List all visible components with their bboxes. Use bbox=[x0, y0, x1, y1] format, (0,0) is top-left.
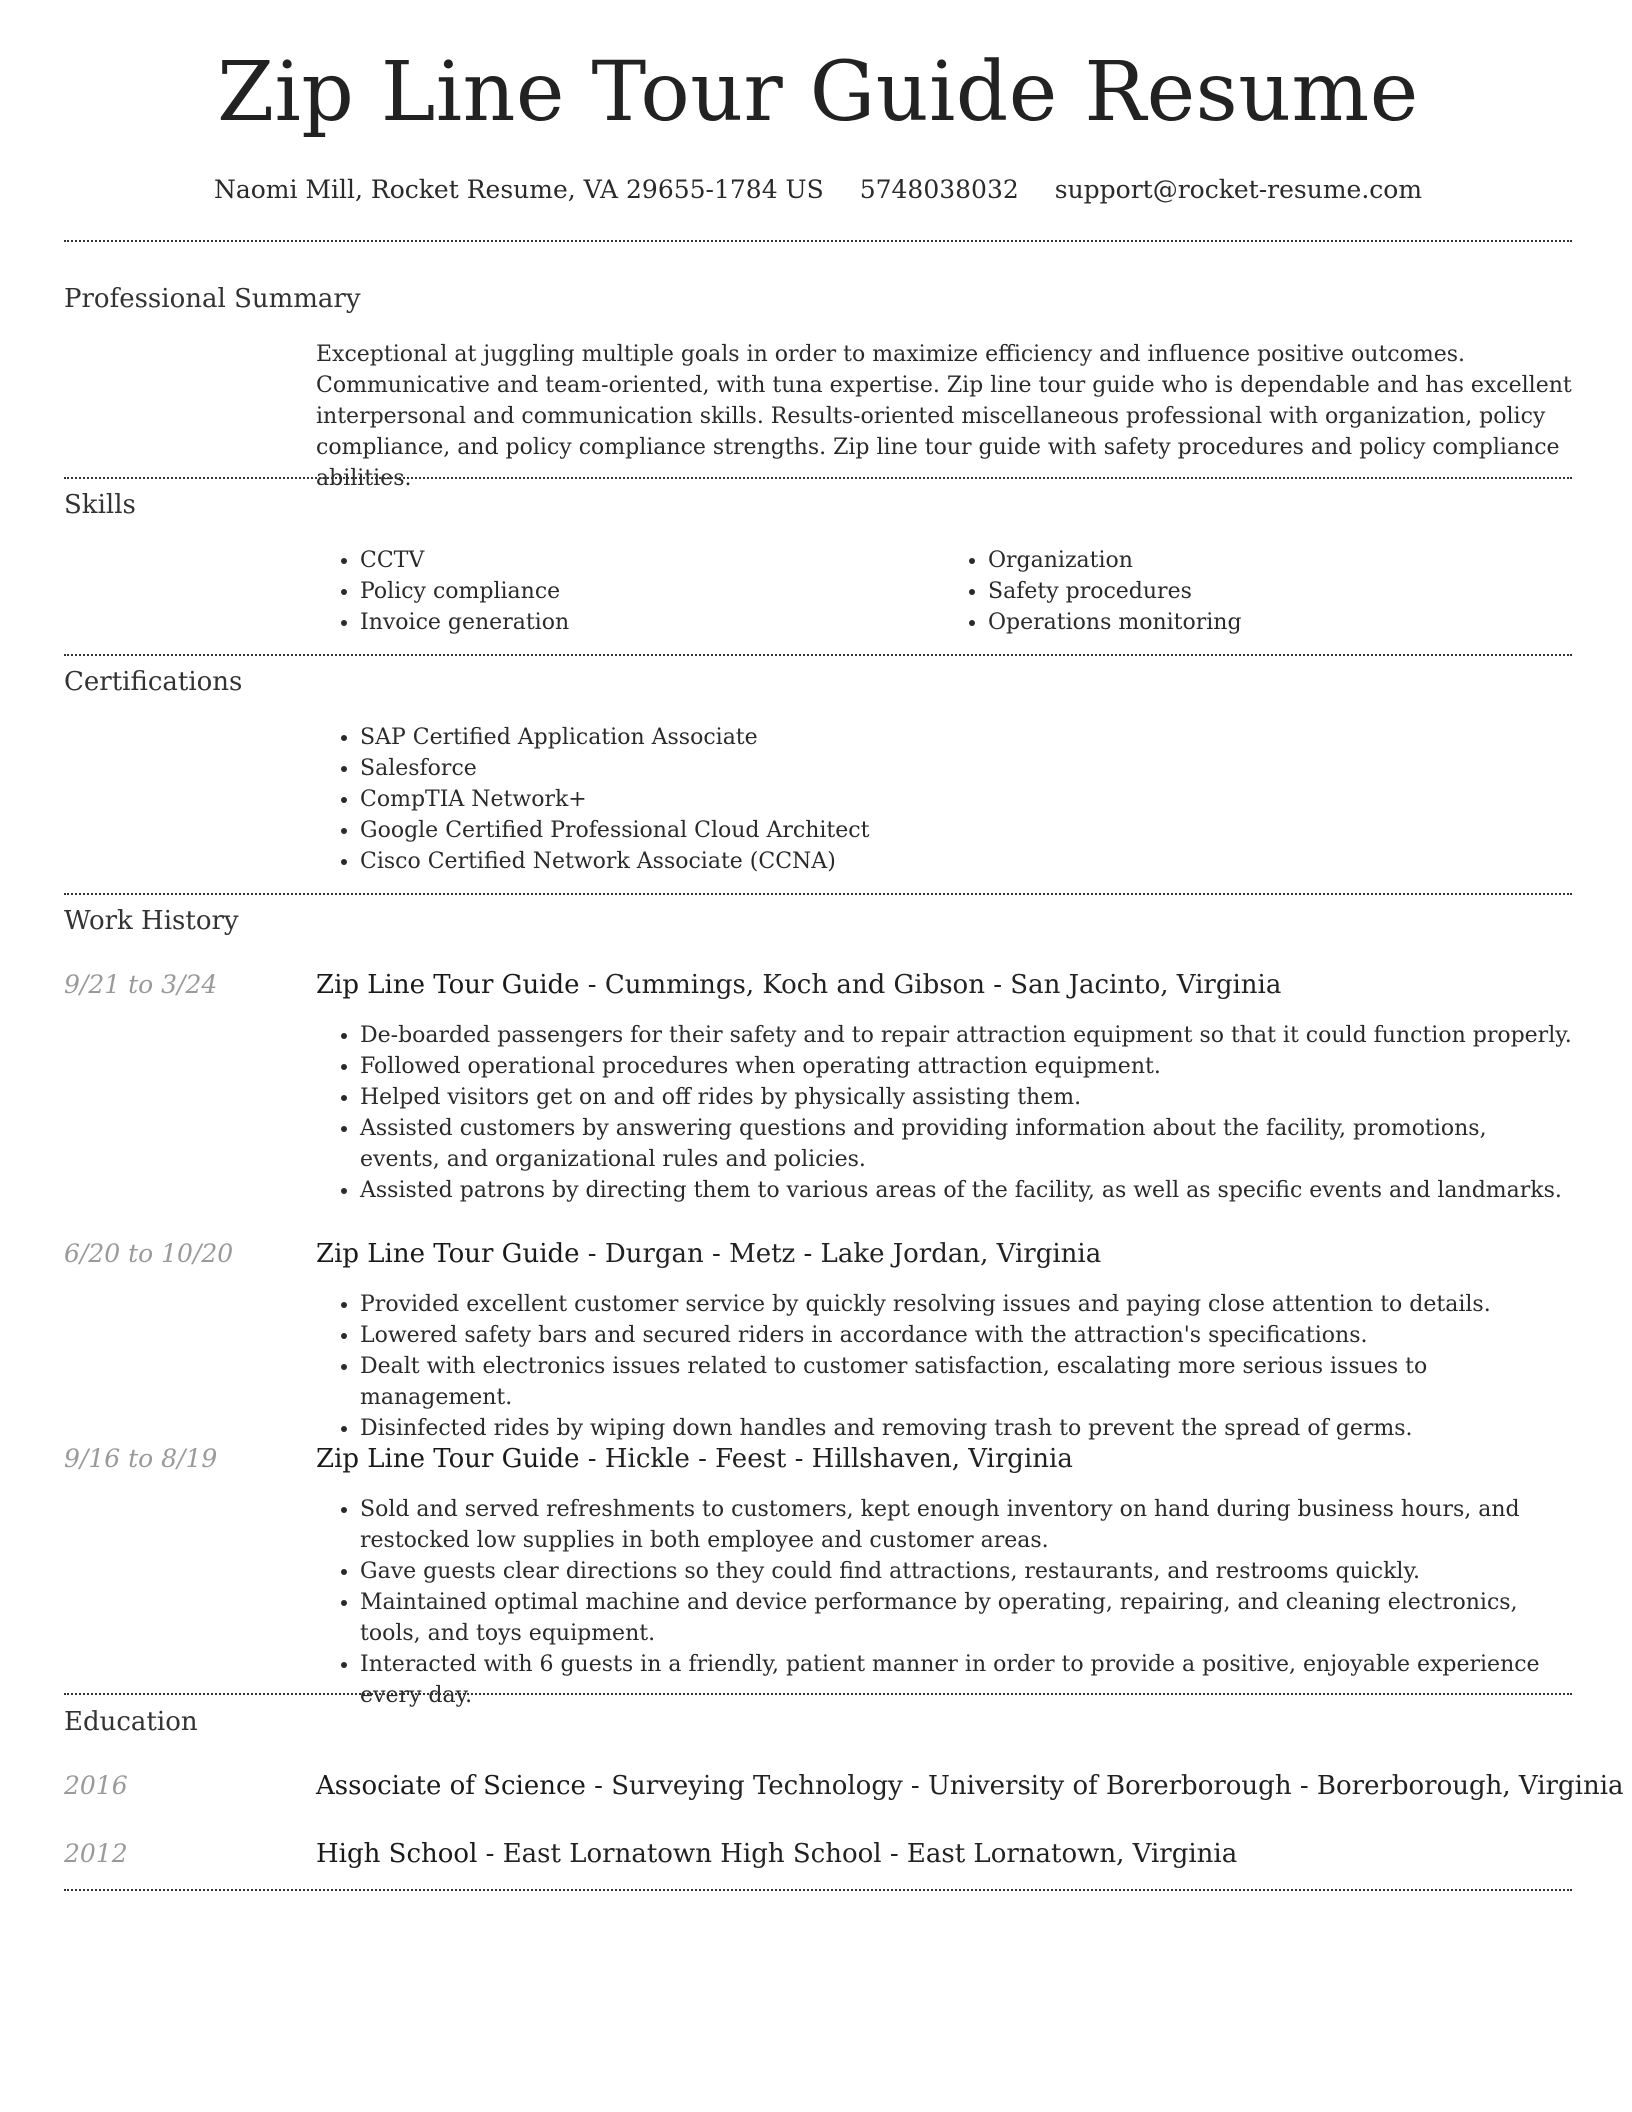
job-bullet: • Helped visitors get on and off rides by physically assisting them. bbox=[360, 1082, 1572, 1113]
job-title: Zip Line Tour Guide bbox=[316, 1239, 580, 1269]
job-bullets bbox=[316, 1289, 1572, 1444]
skills-column-left bbox=[316, 545, 944, 638]
divider bbox=[64, 654, 1572, 656]
education-year: 2012 bbox=[64, 1839, 128, 1868]
job-bullet: • Followed operational procedures when operating attraction equipment. bbox=[360, 1051, 1572, 1082]
job-bullet: • Interacted with 6 guests in a friendly, patient manner in order to provide a positive, enjoyable experience every day. bbox=[360, 1649, 1572, 1711]
job-bullet: • Assisted patrons by directing them to various areas of the facility, as well as specific events and landmarks. bbox=[360, 1175, 1572, 1206]
job-dates: 9/16 to 8/19 bbox=[64, 1444, 218, 1473]
resume-title: Zip Line Tour Guide Resume bbox=[217, 45, 1419, 140]
education-heading: Education bbox=[64, 1707, 198, 1737]
skill-item: • Invoice generation bbox=[360, 607, 944, 638]
education-degree: High School bbox=[316, 1839, 478, 1869]
divider bbox=[64, 1889, 1572, 1891]
job-bullet: • Assisted customers by answering questions and providing information about the facility, promotions, events, and organizational rules and policies. bbox=[360, 1113, 1572, 1175]
job-bullet: • Dealt with electronics issues related to customer satisfaction, escalating more serious issues to management. bbox=[360, 1351, 1572, 1413]
contact-address: Naomi Mill, Rocket Resume, VA 29655-1784 US bbox=[213, 175, 824, 204]
job-bullet: • De-boarded passengers for their safety and to repair attraction equipment so that it could function properly. bbox=[360, 1020, 1572, 1051]
job-bullet: • Lowered safety bars and secured riders in accordance with the attraction's specifications. bbox=[360, 1320, 1572, 1351]
job-bullet: • Disinfected rides by wiping down handles and removing trash to prevent the spread of germs. bbox=[360, 1413, 1572, 1444]
divider bbox=[64, 1693, 1572, 1695]
skill-item: • CCTV bbox=[360, 545, 944, 576]
certification-item: • Cisco Certified Network Associate (CCNA) bbox=[360, 846, 1572, 877]
skills-list bbox=[316, 545, 1572, 638]
skills-column-right bbox=[944, 545, 1572, 638]
job-bullets bbox=[316, 1494, 1572, 1711]
job-title: Zip Line Tour Guide bbox=[316, 1444, 580, 1474]
certification-item: • CompTIA Network+ bbox=[360, 784, 1572, 815]
job-title: Zip Line Tour Guide bbox=[316, 970, 580, 1000]
job-bullet: • Sold and served refreshments to customers, kept enough inventory on hand during business hours, and restocked low supplies in both employee and customer areas. bbox=[360, 1494, 1572, 1556]
education-degree: Associate of Science bbox=[316, 1771, 586, 1801]
skill-item: • Operations monitoring bbox=[988, 607, 1572, 638]
divider bbox=[64, 893, 1572, 895]
divider bbox=[64, 477, 1572, 479]
job-bullet: • Provided excellent customer service by quickly resolving issues and paying close attention to details. bbox=[360, 1289, 1572, 1320]
certification-item: • Salesforce bbox=[360, 753, 1572, 784]
education-year: 2016 bbox=[64, 1771, 128, 1800]
job-bullet: • Maintained optimal machine and device performance by operating, repairing, and cleaning electronics, tools, and toys equipment. bbox=[360, 1587, 1572, 1649]
summary-heading: Professional Summary bbox=[64, 284, 361, 314]
contact-line bbox=[64, 175, 1572, 205]
job-details: - Hickle - Feest - Hillshaven, Virginia bbox=[579, 1444, 1073, 1474]
job-heading bbox=[316, 1238, 1101, 1270]
divider bbox=[64, 240, 1572, 242]
education-entry bbox=[316, 1838, 1237, 1870]
education-entry bbox=[316, 1770, 1624, 1802]
skill-item: • Safety procedures bbox=[988, 576, 1572, 607]
skill-item: • Policy compliance bbox=[360, 576, 944, 607]
job-details: - Cummings, Koch and Gibson - San Jacinto, Virginia bbox=[579, 970, 1282, 1000]
certifications-list bbox=[316, 722, 1572, 877]
job-heading bbox=[316, 1443, 1073, 1475]
education-details: - Surveying Technology - University of Borerborough - Borerborough, Virginia bbox=[585, 1771, 1624, 1801]
job-heading bbox=[316, 969, 1281, 1001]
skills-heading: Skills bbox=[64, 490, 136, 520]
work-history-heading: Work History bbox=[64, 906, 239, 936]
skill-item: • Organization bbox=[988, 545, 1572, 576]
summary-text: Exceptional at juggling multiple goals in order to maximize efficiency and influence positive outcomes. Communicative and team-oriented, with tuna expertise. Zip line tour guide who is dependable and has excellent interpersonal and communication skills. Results-oriented miscellaneous professional with organization, policy compliance, and policy compliance strengths. Zip line tour guide with safety procedures and policy compliance abilities. bbox=[316, 342, 1572, 491]
job-dates: 9/21 to 3/24 bbox=[64, 970, 218, 999]
education-details: - East Lornatown High School - East Lornatown, Virginia bbox=[477, 1839, 1238, 1869]
job-bullets bbox=[316, 1020, 1572, 1206]
contact-email: support@rocket-resume.com bbox=[1054, 175, 1423, 204]
job-details: - Durgan - Metz - Lake Jordan, Virginia bbox=[579, 1239, 1102, 1269]
certification-item: • SAP Certified Application Associate bbox=[360, 722, 1572, 753]
certifications-heading: Certifications bbox=[64, 667, 243, 697]
contact-phone: 5748038032 bbox=[859, 175, 1019, 204]
job-dates: 6/20 to 10/20 bbox=[64, 1239, 234, 1268]
job-bullet: • Gave guests clear directions so they could find attractions, restaurants, and restrooms quickly. bbox=[360, 1556, 1572, 1587]
certification-item: • Google Certified Professional Cloud Architect bbox=[360, 815, 1572, 846]
